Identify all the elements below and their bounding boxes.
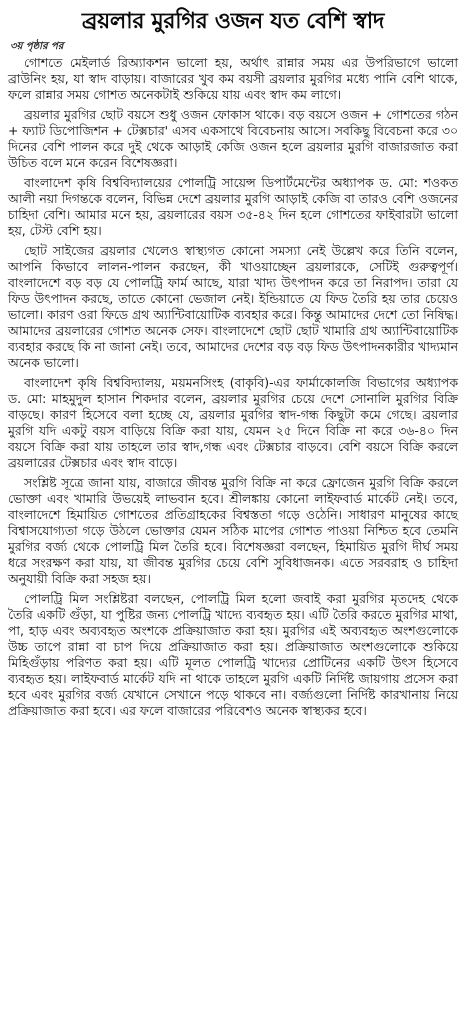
- article-paragraph-6: সংশ্লিষ্ট সূত্রে জানা যায়, বাজারে জীবন্ত মুরগি বিক্রি না করে ফ্রোজেন মুরগি বিক্রি করলে ভোক্তা এবং খামারি উভয়েই লাভবান হবে। শ্রীলঙ্কায় কোনো লাইফবার্ড মার্কেট নেই। তবে, বাংলাদেশে হিমায়িত গোশতের প্রতিগ্রাহকের বিশ্বস্ততা গড়ে ওঠেনি। সাধারণ মানুষের কাছে বিশ্বাসযোগ্যতা গড়ে উঠলে ভোক্তার যেমন সঠিক মাপের গোশত পাওয়া নিশ্চিত হবে তেমনি মুরগির বর্জ্য থেকে পোলট্রি মিল তৈরি হবে। বিশেষজ্ঞরা বলছেন, হিমায়িত মুরগি দীর্ঘ সময় ধরে সংরক্ষণ করা যায়, যা জীবন্ত মুরগির চেয়ে বেশি সুবিধাজনক। এতে সরবরাহ ও চাহিদা অনুযায়ী বিক্রি করা সহজ হয়।: [8, 475, 458, 586]
- continued-from-label: ৩য় পৃষ্ঠার পর: [10, 41, 64, 52]
- article-paragraph-5: বাংলাদেশ কৃষি বিশ্ববিদ্যালয়, ময়মনসিংহ (বাকৃবি)-এর ফার্মাকোলজি বিভাগের অধ্যাপক ড. মো: মাহমুদুল হাসান শিকদার বলেন, ব্রয়লার মুরগির চেয়ে দেশে সোনালি মুরগির বিক্রি বাড়ছে। কারণ হিসেবে বলা হচ্ছে যে, ব্রয়লার মুরগির স্বাদ-গন্ধ কিছুটা কমে গেছে। ব্রয়লার মুরগি যদি একটু বয়স বাড়িয়ে বিক্রি করা যায়, যেমন ২৫ দিনে বিক্রি না করে ৩৬-৪০ দিন বয়সে বিক্রি করা যায় তাহলে তার স্বাদ,গন্ধ এবং টেক্সচার বাড়বে। বেশি বয়সে বিক্রি করলে ব্রয়লারের টেক্সচার এবং স্বাদ বাড়ে।: [8, 375, 458, 470]
- article-paragraph-4: ছোট সাইজের ব্রয়লার খেলেও স্বাস্থ্যগত কোনো সমস্যা নেই উল্লেখ করে তিনি বলেন, আপনি কিভাবে লালন-পালন করছেন, কী খাওয়াচ্ছেন ব্রয়লারকে, সেটিই গুরুত্বপূর্ণ। বাংলাদেশে বড় বড় যে পোলট্রি ফার্ম আছে, যারা খাদ্য উৎপাদন করে তা নিরাপদ। তারা যে ফিড উৎপাদন করছে, তাতে কোনো ভেজাল নেই। ইন্ডিয়াতে যে ফিড তৈরি হয় তার চেয়েও ভালো। কারণ ওরা ফিডে গ্রথ অ্যান্টিবায়োটিক ব্যবহার করে। কিন্তু আমাদের দেশে তো নিষিদ্ধ। আমাদের ব্রয়লারের গোশত অনেক সেফ। বাংলাদেশে ছোট ছোট খামারি গ্রথ অ্যান্টিবায়োটিক ব্যবহার করছে কি না জানা নেই। তবে, আমাদের দেশের বড় বড় ফিড উৎপাদনকারীর খাদ্যমান অনেক ভালো।: [8, 243, 458, 370]
- article-headline: ব্রয়লার মুরগির ওজন যত বেশি স্বাদ: [81, 9, 385, 34]
- article-paragraph-7: পোলট্রি মিল সংশ্লিষ্টরা বলছেন, পোলট্রি মিল হলো জবাই করা মুরগির মৃতদেহ থেকে তৈরি একটি গুঁড়া, যা পুষ্টির জন্য পোলট্রি খাদ্যে ব্যবহৃত হয়। এটি তৈরি করতে মুরগির মাথা, পা, হাড় এবং অব্যবহৃত অংশকে প্রক্রিয়াজাত করা হয়। মুরগির এই অব্যবহৃত অংশগুলোকে উচ্চ তাপে রান্না বা চাপ দিয়ে প্রক্রিয়াজাত করা হয়। প্রক্রিয়াজাত অংশগুলোকে শুকিয়ে মিহিগুঁড়ায় পরিণত করা হয়। এটি মূলত পোলট্রি খাদ্যের প্রোটিনের একটি উৎস হিসেবে ব্যবহৃত হয়। লাইফবার্ড মার্কেট যদি না থাকে তাহলে মুরগি একটি নির্দিষ্ট জায়গায় প্রসেস করা হবে এবং মুরগির বর্জ্য যেখানে সেখানে পড়ে থাকবে না। বর্জ্যগুলো নির্দিষ্ট কারখানায় নিয়ে প্রক্রিয়াজাত করা হবে। এর ফলে বাজারের পরিবেশও অনেক স্বাস্থ্যকর হবে।: [8, 591, 458, 718]
- article-paragraph-1: গোশতে মেইলার্ড রিঅ্যাকশন ভালো হয়, অর্থাৎ রান্নার সময় এর উপরিভাগে ভালো ব্রাউনিং হয়, যা স্বাদ বাড়ায়। বাজারের খুব কম বয়সী ব্রয়লার মুরগির মধ্যে পানি বেশি থাকে, ফলে রান্নার সময় গোশত অনেকটাই শুকিয়ে যায় এবং স্বাদ কম লাগে।: [8, 55, 458, 102]
- article-paragraph-2: ব্রয়লার মুরগির ছোট বয়সে শুধু ওজন ফোকাস থাকে। বড় বয়সে ওজন + গোশতের গঠন + ফ্যাট ডিপোজিশন + টেক্সচার' এসব একসাথে বিবেচনায় আসে। সবকিছু বিবেচনা করে ৩০ দিনের বেশি পালন করে দুই থেকে আড়াই কেজি ওজন হলে ব্রয়লার মুরগি বাজারজাত করা উচিত বলে মনে করেন বিশেষজ্ঞরা।: [8, 107, 458, 170]
- article-body: [0, 53, 466, 719]
- article-paragraph-3: বাংলাদেশ কৃষি বিশ্ববিদ্যালয়ের পোলট্রি সায়েন্স ডিপার্টমেন্টের অধ্যাপক ড. মো: শওকত আলী নয়া দিগন্তকে বলেন, বিভিন্ন দেশে ব্রয়লার মুরগি আড়াই কেজি বা তারও বেশি ওজনের চাহিদা বেশি। আমার মনে হয়, ব্রয়লারের বয়স ৩৫-৪২ দিন হলে গোশতের ফাইবারটা ভালো হয়, টেস্ট বেশি হয়।: [8, 175, 458, 238]
